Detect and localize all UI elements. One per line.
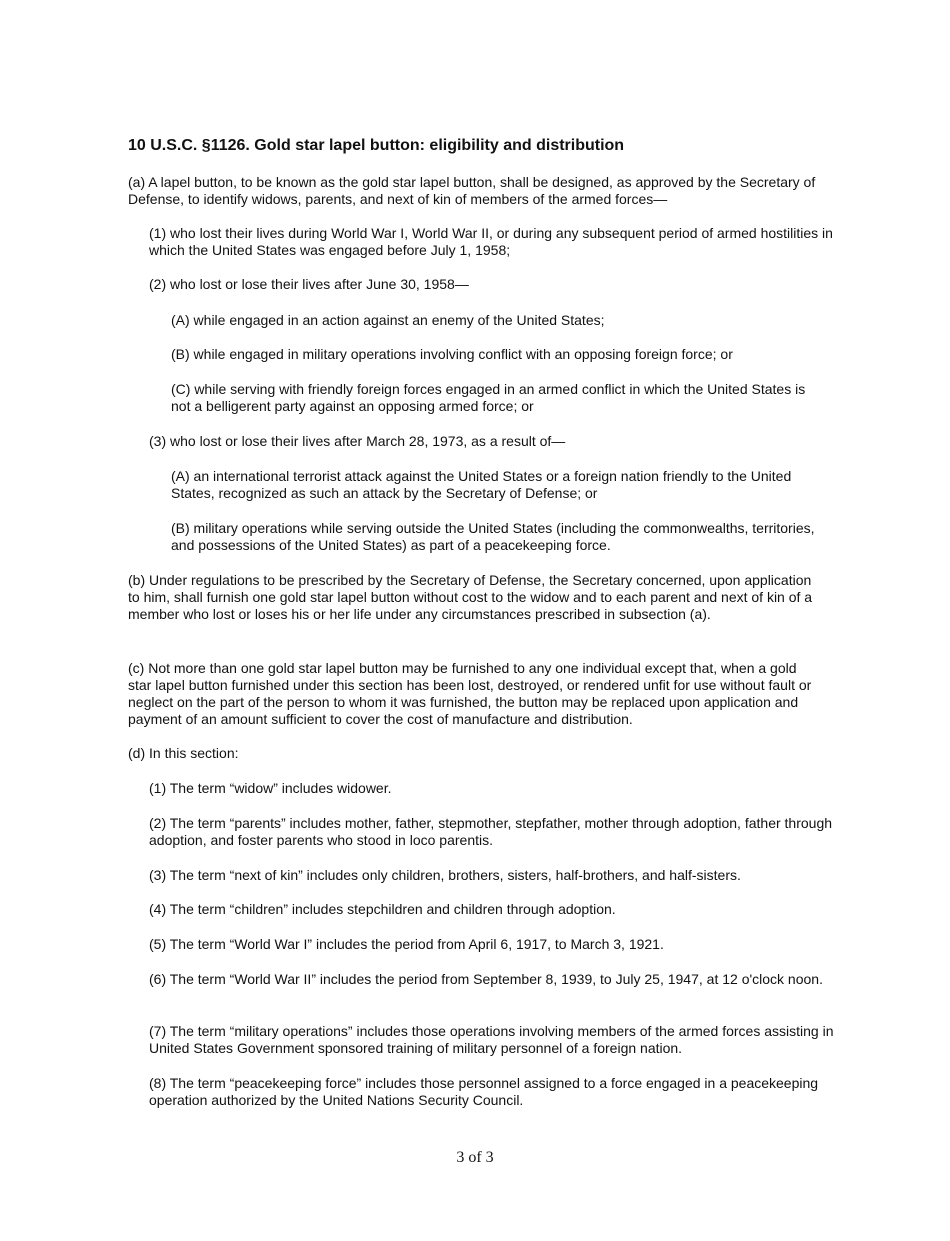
subsection-c: (c) Not more than one gold star lapel button may be furnished to any one individual except that, when a gold star lapel button furnished under this section has been lost, destroyed, or rendered unfit for use without fault or neglect on the part of the person to whom it was furnished, the button may be replaced upon application and payment of an amount sufficient to cover the cost of manufacture and distribution. bbox=[128, 660, 812, 727]
definition-d2: (2) The term “parents” includes mother, father, stepmother, stepfather, mother through adoption, father through adoption, and foster parents who stood in loco parentis. bbox=[149, 815, 833, 848]
definition-d3: (3) The term “next of kin” includes only children, brothers, sisters, half-brothers, and half-sisters. bbox=[149, 867, 741, 883]
definition-d5: (5) The term “World War I” includes the period from April 6, 1917, to March 3, 1921. bbox=[149, 936, 664, 952]
section-title: 10 U.S.C. §1126. Gold star lapel button: eligibility and distribution bbox=[128, 137, 625, 154]
definition-d4: (4) The term “children” includes stepchildren and children through adoption. bbox=[149, 901, 616, 917]
paragraph-a2: (2) who lost or lose their lives after June 30, 1958— bbox=[149, 276, 469, 292]
subsection-b: (b) Under regulations to be prescribed by the Secretary of Defense, the Secretary concerned, upon application to him, shall furnish one gold star lapel button without cost to the widow and to each parent and next of kin of a member who lost or loses his or her life under any circumstances prescribed in subsection (a). bbox=[128, 572, 813, 622]
definition-d7: (7) The term “military operations” includes those operations involving members of the armed forces assisting in United States Government sponsored training of military personnel of a foreign nation. bbox=[149, 1023, 834, 1056]
paragraph-a3-A: (A) an international terrorist attack against the United States or a foreign nation friendly to the United States, recognized as such an attack by the Secretary of Defense; or bbox=[171, 468, 792, 501]
paragraph-a1: (1) who lost their lives during World War I, World War II, or during any subsequent period of armed hostilities in which the United States was engaged before July 1, 1958; bbox=[149, 225, 833, 258]
subsection-d: (d) In this section: bbox=[128, 745, 239, 761]
paragraph-a3: (3) who lost or lose their lives after March 28, 1973, as a result of— bbox=[149, 433, 566, 449]
definition-d1: (1) The term “widow” includes widower. bbox=[149, 780, 392, 796]
paragraph-a3-B: (B) military operations while serving outside the United States (including the commonwealths, territories, and possessions of the United States) as part of a peacekeeping force. bbox=[171, 520, 815, 553]
page-number: 3 of 3 bbox=[456, 1149, 494, 1166]
subsection-a: (a) A lapel button, to be known as the gold star lapel button, shall be designed, as approved by the Secretary of Defense, to identify widows, parents, and next of kin of members of the armed forces— bbox=[128, 174, 816, 207]
paragraph-a2-C: (C) while serving with friendly foreign forces engaged in an armed conflict in which the United States is not a belligerent party against an opposing armed force; or bbox=[171, 381, 806, 414]
definition-d6: (6) The term “World War II” includes the period from September 8, 1939, to July 25, 1947, at 12 o'clock noon. bbox=[149, 971, 823, 987]
definition-d8: (8) The term “peacekeeping force” includes those personnel assigned to a force engaged in a peacekeeping operation authorized by the United Nations Security Council. bbox=[149, 1075, 819, 1108]
paragraph-a2-B: (B) while engaged in military operations involving conflict with an opposing foreign force; or bbox=[171, 346, 733, 362]
paragraph-a2-A: (A) while engaged in an action against an enemy of the United States; bbox=[171, 312, 605, 328]
